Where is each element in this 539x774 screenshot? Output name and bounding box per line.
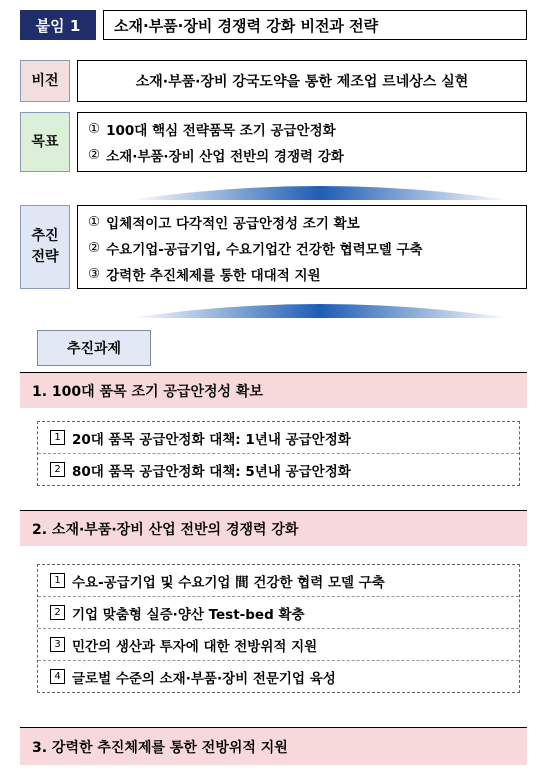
up-arrow-icon [130,296,510,318]
attachment-tag: 붙임 1 [20,10,96,40]
strategy-label-line1: 추진 [31,228,59,244]
task-item [38,660,519,692]
goal-item [88,142,526,168]
strategy-item-text: 입체적이고 다각적인 공급안정성 조기 확보 [106,216,360,232]
item-number-box: 2 [50,605,65,620]
task-item [38,596,519,628]
strategy-label [20,205,70,289]
vision-label: 비전 [20,60,70,102]
up-arrow-icon [130,178,510,200]
strategy-item-number: ③ [88,266,101,282]
item-number-box: 1 [50,573,65,588]
strategy-item-text: 강력한 추진체제를 통한 대대적 지원 [106,268,321,284]
task-section-title: 1. 100대 품목 조기 공급안정성 확보 [20,372,527,408]
strategy-item-text: 수요기업-공급기업, 수요기업간 건강한 협력모델 구축 [106,242,423,258]
item-number-box: 1 [50,430,65,445]
task-item [38,565,519,596]
task-item [38,422,519,453]
strategy-item [88,261,526,287]
task-item-text: 글로벌 수준의 소재·부품·장비 전문기업 육성 [72,670,336,687]
strategy-item [88,209,526,235]
task-sublist [37,564,520,693]
task-item-text: 80대 품목 공급안정화 대책: 5년내 공급안정화 [72,463,351,480]
goal-box [77,112,527,172]
strategy-box [77,205,527,289]
goal-item-number: ② [88,147,101,163]
tasks-label: 추진과제 [37,330,151,366]
item-number-box: 4 [50,669,65,684]
vision-text: 소재·부품·장비 강국도약을 통한 제조업 르네상스 실현 [77,60,527,102]
task-item-text: 수요-공급기업 및 수요기업 間 건강한 협력 모델 구축 [72,574,385,591]
goal-label: 목표 [20,112,70,172]
goal-item [88,116,526,142]
task-item [38,628,519,660]
task-item-text: 기업 맞춤형 실증·양산 Test-bed 확충 [72,606,305,623]
strategy-label-line2: 전략 [31,249,59,265]
task-item-text: 민간의 생산과 투자에 대한 전방위적 지원 [72,638,318,655]
task-section-title: 2. 소재·부품·장비 산업 전반의 경쟁력 강화 [20,510,527,546]
strategy-item-number: ② [88,240,101,256]
strategy-item [88,235,526,261]
item-number-box: 3 [50,637,65,652]
task-item [38,453,519,485]
item-number-box: 2 [50,462,65,477]
strategy-item-number: ① [88,214,101,230]
goal-item-number: ① [88,121,101,137]
goal-item-text: 100대 핵심 전략품목 조기 공급안정화 [106,123,336,139]
task-section-title: 3. 강력한 추진체제를 통한 전방위적 지원 [20,727,527,765]
task-item-text: 20대 품목 공급안정화 대책: 1년내 공급안정화 [72,431,351,448]
page-title: 소재·부품·장비 경쟁력 강화 비전과 전략 [103,10,527,40]
task-sublist [37,421,520,486]
goal-item-text: 소재·부품·장비 산업 전반의 경쟁력 강화 [106,149,344,165]
